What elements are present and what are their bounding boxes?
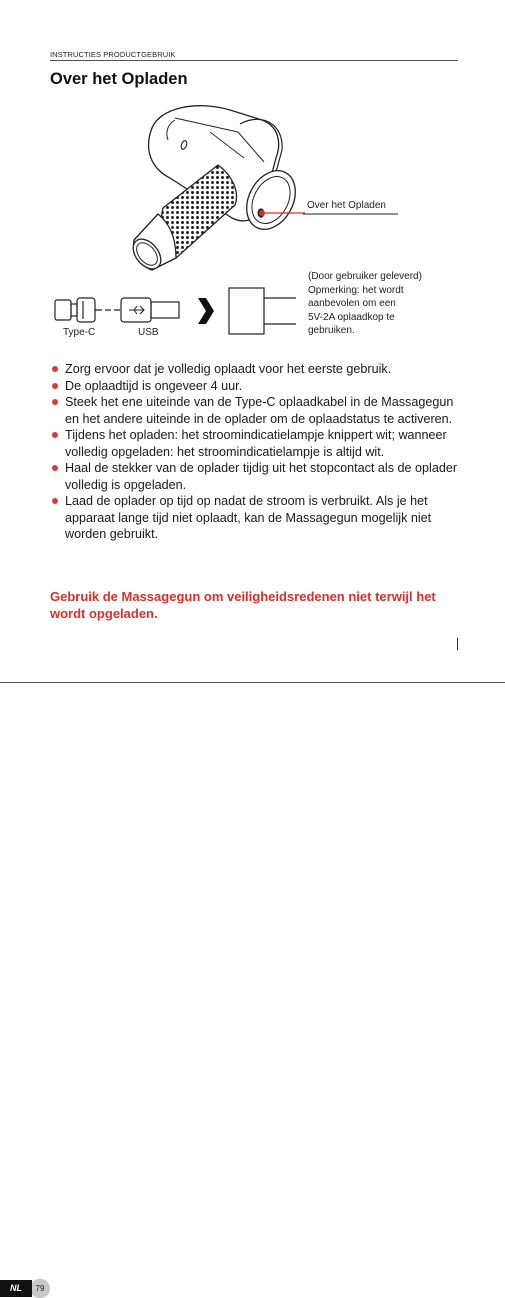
section-label: INSTRUCTIES PRODUCTGEBRUIK (50, 50, 176, 59)
usb-label: USB (138, 327, 159, 338)
list-item-text: Steek het ene uiteinde van de Type-C oplaadkabel in de Massagegun en het andere uiteinde in de oplader om de oplaadstatus te activeren. (65, 395, 454, 426)
arrow-icon (198, 298, 214, 324)
charger-adapter-drawing (229, 288, 296, 334)
bullet-dot-icon (52, 432, 58, 438)
callout-label: Over het Opladen (307, 200, 386, 211)
bullet-dot-icon (52, 383, 58, 389)
bullet-dot-icon (52, 399, 58, 405)
instruction-list (50, 361, 460, 543)
supplied-note-line: Opmerking: het wordt (308, 284, 404, 296)
footer-tab (0, 640, 50, 1293)
page-number: 79 (30, 1279, 50, 1298)
list-item-text: Haal de stekker van de oplader tijdig uit het stopcontact als de oplader volledig is opgeladen. (65, 461, 458, 492)
supplied-note-line: 5V-2A oplaadkop te (308, 311, 395, 323)
list-item (50, 493, 460, 543)
list-item-text: Zorg ervoor dat je volledig oplaadt voor het eerste gebruik. (65, 362, 392, 376)
supplied-note-line: (Door gebruiker geleverd) (308, 271, 422, 282)
list-item-text: Laad de oplader op tijd op nadat de stroom is verbruikt. Als je het apparaat lange tijd niet oplaadt, kan de Massagegun mogelijk niet worden gebruikt. (65, 494, 432, 541)
list-item (50, 394, 460, 427)
list-item (50, 427, 460, 460)
supplied-note-line: gebruiken. (308, 325, 355, 336)
list-item-text: De oplaadtijd is ongeveer 4 uur. (65, 378, 243, 393)
footer-divider (457, 638, 458, 650)
usb-connector-drawing (121, 298, 179, 322)
supplied-note (308, 270, 468, 338)
bullet-dot-icon (52, 465, 58, 471)
typec-connector-drawing (55, 298, 95, 322)
language-badge: NL (0, 1280, 32, 1297)
list-item-text: Tijdens het opladen: het stroomindicatielampje knippert wit; wanneer volledig opgeladen: het stroomindicatielampje is altijd wit. (65, 428, 447, 459)
bullet-dot-icon (52, 366, 58, 372)
safety-warning: Gebruik de Massagegun om veiligheidsredenen niet terwijl het wordt opgeladen. (50, 589, 436, 621)
page-title: Over het Opladen (50, 70, 188, 88)
supplied-note-line: aanbevolen om een (308, 298, 396, 309)
bottom-divider (0, 682, 505, 683)
massage-gun-drawing (128, 106, 305, 274)
list-item (50, 378, 460, 395)
bullet-dot-icon (52, 498, 58, 504)
list-item (50, 460, 460, 493)
typec-label: Type-C (63, 327, 96, 338)
list-item (50, 361, 460, 378)
